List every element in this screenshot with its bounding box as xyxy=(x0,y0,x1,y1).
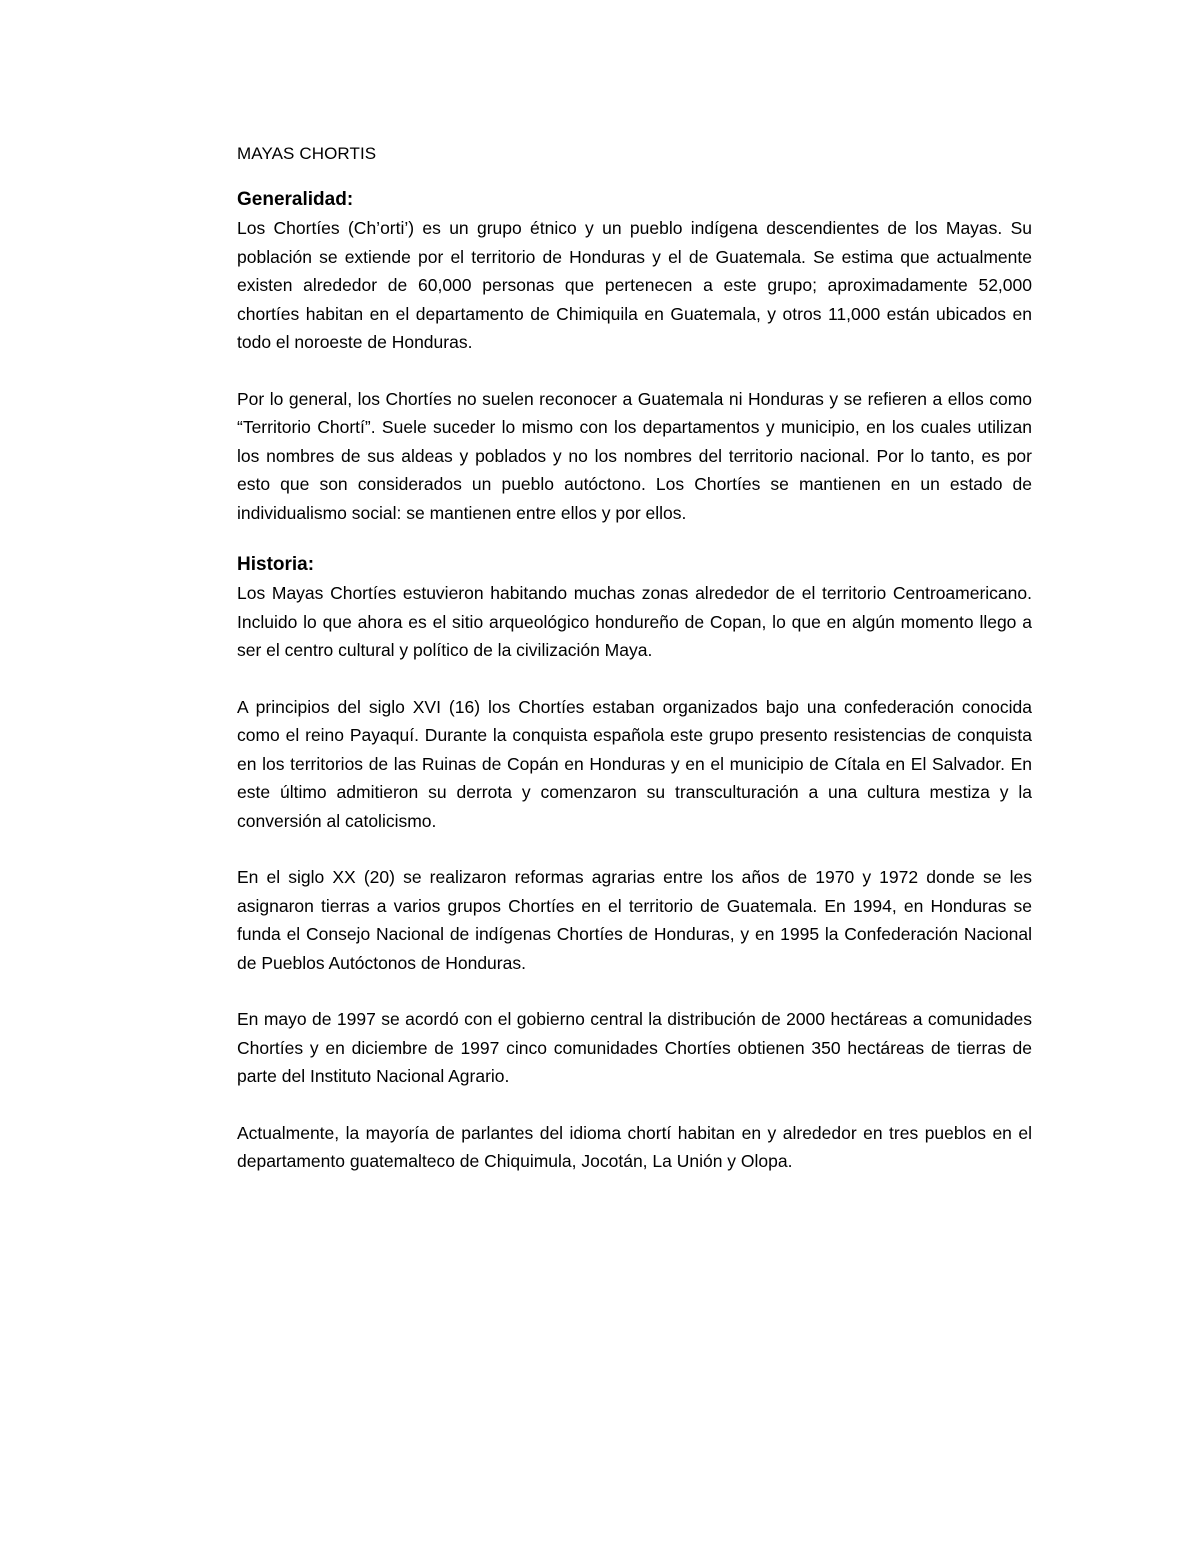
document-title: MAYAS CHORTIS xyxy=(237,144,377,163)
paragraph-generalidad-1: Los Chortíes (Ch’orti’) es un grupo étnico y un pueblo indígena descendientes de los Mayas. Su población se extiende por el territorio de Honduras y el de Guatemala. Se estima que actualmente existen alrededor de 60,000 personas que pertenecen a este grupo; aproximadamente 52,000 chortíes habitan en el departamento de Chimiquila en Guatemala, y otros 11,000 están ubicados en todo el noroeste de Honduras. xyxy=(237,218,1032,352)
paragraph-historia-2: A principios del siglo XVI (16) los Chortíes estaban organizados bajo una confederación conocida como el reino Payaquí. Durante la conquista española este grupo presento resistencias de conquista en los territorios de las Ruinas de Copán en Honduras y en el municipio de Cítala en El Salvador. En este último admitieron su derrota y comenzaron su transculturación a una cultura mestiza y la conversión al catolicismo. xyxy=(237,696,1032,831)
paragraph-historia-5: Actualmente, la mayoría de parlantes del idioma chortí habitan en y alrededor en tres pueblos en el departamento guatemalteco de Chiquimula, Jocotán, La Unión y Olopa. xyxy=(237,1122,1032,1171)
paragraph-historia-1: Los Mayas Chortíes estuvieron habitando muchas zonas alrededor de el territorio Centroamericano. Incluido lo que ahora es el sitio arqueológico hondureño de Copan, lo que en algún momento llego a ser el centro cultural y político de la civilización Maya. xyxy=(237,583,1032,660)
paragraph-historia-3: En el siglo XX (20) se realizaron reformas agrarias entre los años de 1970 y 1972 donde se les asignaron tierras a varios grupos Chortíes en el territorio de Guatemala. En 1994, en Honduras se funda el Consejo Nacional de indígenas Chortíes de Honduras, y en 1995 la Confederación Nacional de Pueblos Autóctonos de Honduras. xyxy=(237,867,1032,973)
paragraph-generalidad-2: Por lo general, los Chortíes no suelen reconocer a Guatemala ni Honduras y se refieren a ellos como “Territorio Chortí”. Suele suceder lo mismo con los departamentos y municipio, en los cuales utilizan los nombres de sus aldeas y poblados y no los nombres del territorio nacional. Por lo tanto, es por esto que son considerados un pueblo autóctono. Los Chortíes se mantienen en un estado de individualismo social: se mantienen entre ellos y por ellos. xyxy=(237,388,1032,523)
section-heading-generalidad: Generalidad: xyxy=(237,189,354,210)
document-body xyxy=(237,140,1032,1204)
section-heading-historia: Historia: xyxy=(237,554,315,575)
paragraph-historia-4: En mayo de 1997 se acordó con el gobierno central la distribución de 2000 hectáreas a comunidades Chortíes y en diciembre de 1997 cinco comunidades Chortíes obtienen 350 hectáreas de tierras de parte del Instituto Nacional Agrario. xyxy=(237,1009,1032,1086)
